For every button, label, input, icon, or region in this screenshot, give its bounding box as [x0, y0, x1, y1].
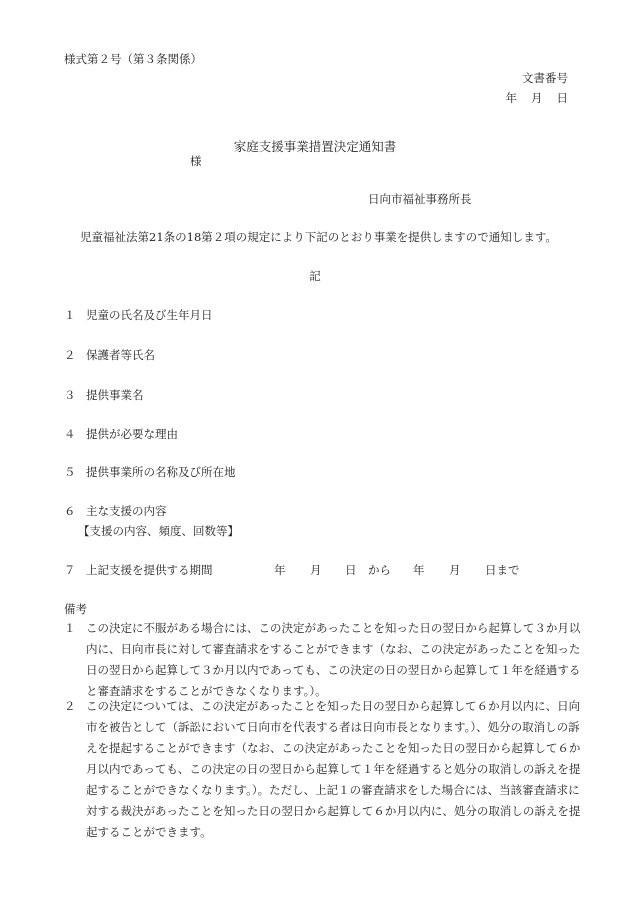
- list-item: [64, 428, 178, 442]
- note-item: [64, 618, 584, 708]
- page-title: 家庭支援事業措置決定通知書: [233, 139, 397, 154]
- item-label: 主な支援の内容: [86, 504, 167, 518]
- item-number: ４: [64, 427, 76, 441]
- note-number: １: [64, 621, 76, 635]
- date-year: 年: [505, 91, 517, 105]
- list-item: [64, 349, 155, 363]
- list-item: [64, 466, 236, 480]
- note-item: [64, 696, 584, 846]
- date-month: 月: [531, 91, 543, 105]
- item-number: ２: [64, 348, 76, 362]
- item-label: 上記支援を提供する期間: [86, 563, 213, 577]
- item-number: １: [64, 308, 76, 322]
- item-number: ６: [64, 504, 76, 518]
- item-sub-label: 【支援の内容、頻度、回数等】: [78, 524, 239, 538]
- item-label: 児童の氏名及び生年月日: [86, 308, 213, 322]
- period-from-day: 日: [345, 563, 357, 577]
- note-number: ２: [64, 699, 76, 713]
- item-number: ５: [64, 465, 76, 479]
- document-number-label: 文書番号: [522, 71, 568, 85]
- period-to-month: 月: [449, 563, 461, 577]
- addressee-suffix: 様: [190, 154, 202, 168]
- item-label: 提供が必要な理由: [86, 427, 178, 441]
- period-to-year: 年: [413, 563, 425, 577]
- period-from-year: 年: [274, 563, 286, 577]
- list-item: [64, 309, 213, 323]
- ki-heading: 記: [309, 269, 321, 283]
- list-item: [64, 505, 167, 519]
- date-day: 日: [556, 91, 568, 105]
- notes-heading: 備考: [64, 602, 87, 616]
- item-label: 保護者等氏名: [86, 348, 155, 362]
- issuer: 日向市福祉事務所長: [368, 192, 472, 206]
- period-to-day: 日まで: [485, 563, 520, 577]
- item-label: 提供事業名: [86, 388, 144, 402]
- note-text: この決定に不服がある場合には、この決定があったことを知った日の翌日から起算して３か月以内に、日向市長に対して審査請求をすることができます（なお、この決定があったことを知った日の翌日から起算して３か月以内であっても、この決定の日の翌日から起算して１年を経過すると審査請求をすることができなくなります。）。: [86, 621, 581, 698]
- intro-text: 児童福祉法第21条の18第２項の規定により下記のとおり事業を提供しますので通知します。: [80, 230, 557, 244]
- item-label: 提供事業所の名称及び所在地: [86, 465, 236, 479]
- item-number: ３: [64, 388, 76, 402]
- list-item: [64, 389, 144, 403]
- issue-date: [506, 92, 569, 106]
- note-text: この決定については、この決定があったことを知った日の翌日から起算して６か月以内に、日向市を被告として（訴訟において日向市を代表する者は日向市長となります。）、処分の取消しの訴えを提起することができます（なお、この決定があったことを知った日の翌日から起算して６か月以内であっても、この決定の日の翌日から起算して１年を経過すると処分の取消しの訴えを提起することができなくなります。）。ただし、上記１の審査請求をした場合には、当該審査請求に対する裁決があったことを知った日の翌日から起算して６か月以内に、処分の取消しの訴えを提起することができます。: [86, 699, 581, 839]
- item-number: ７: [64, 563, 76, 577]
- list-item: [64, 564, 213, 578]
- form-label: 様式第２号（第３条関係）: [64, 52, 202, 66]
- period-from-label: から: [368, 563, 391, 577]
- period-from-month: 月: [310, 563, 322, 577]
